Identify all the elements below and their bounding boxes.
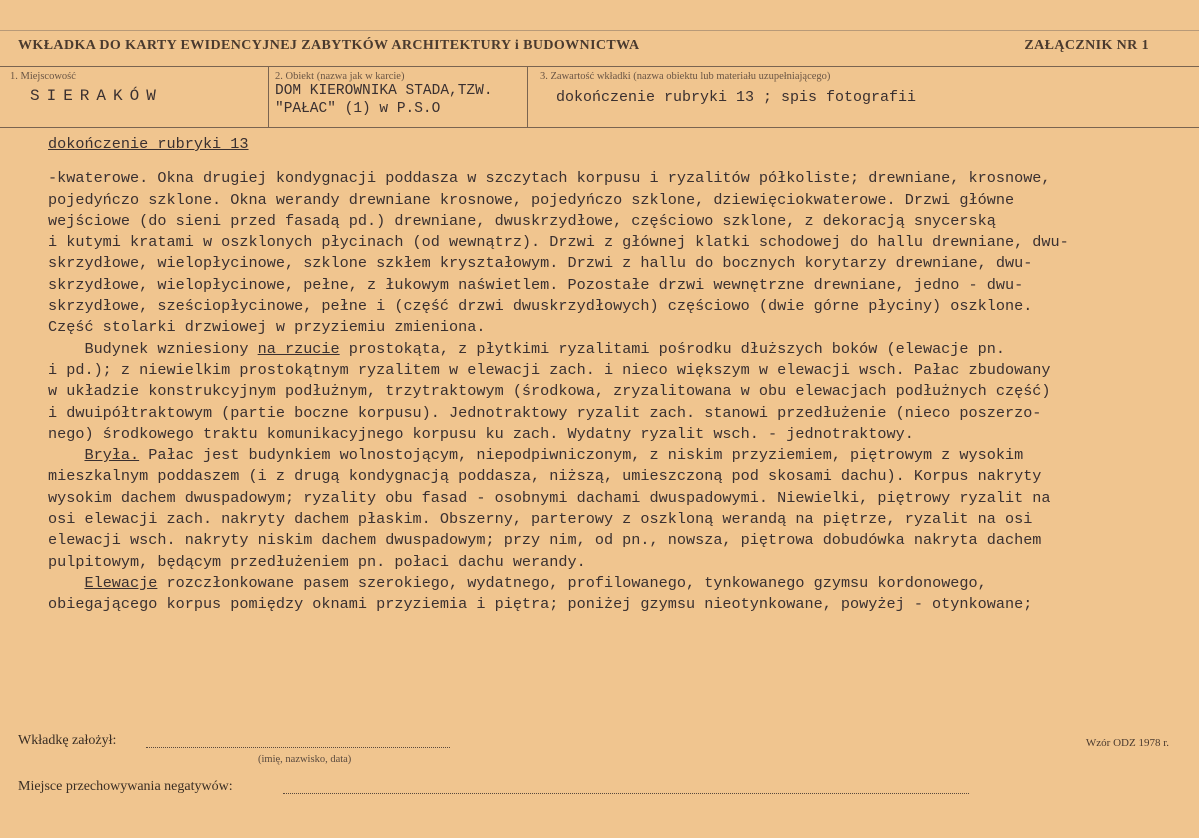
heading-facades: Elewacje: [84, 573, 158, 592]
created-by-note: (imię, nazwisko, data): [258, 754, 352, 765]
form-title: WKŁADKA DO KARTY EWIDENCYJNEJ ZABYTKÓW ARCHITEKTURY i BUDOWNICTWA: [18, 38, 640, 53]
field-object-value: DOM KIEROWNIKA STADA,TZW. "PAŁAC" (1) w P.S.O: [275, 83, 493, 117]
text-line: nego) środkowego traktu komunikacyjnego korpusu ku zach. Wydatny ryzalit wsch. - jednotraktowy.: [48, 424, 914, 443]
field-location-label: 1. Miejscowość: [10, 71, 76, 82]
text-line: i pd.); z niewielkim prostokątnym ryzalitem w elewacji zach. i nieco większym w elewacji wsch. Pałac zbudowany: [48, 360, 1051, 379]
created-by-line: [146, 747, 450, 748]
text-line: obiegającego korpus pomiędzy oknami przyziemia i piętra; poniżej gzymsu nieotynkowane, powyżej - otynkowane;: [48, 595, 1033, 614]
field-content-label: 3. Zawartość wkładki (nazwa obiektu lub materiału uzupełniającego): [540, 71, 831, 82]
heading-mass: Bryła.: [84, 446, 140, 465]
created-by-label: Wkładkę założył:: [18, 733, 117, 748]
text-line: w układzie konstrukcyjnym podłużnym, trzytraktowym (środkowa, zryzalitowana w obu elewacjach podłużnych część): [48, 382, 1051, 401]
text-line: skrzydłowe, sześciopłycinowe, pełne i (część drzwi dwuskrzydłowych) częściowo (dwie górne płyciny) oszklone.: [48, 297, 1033, 316]
text-line: i kutymi kratami w oszklonych płycinach (od wewnątrz). Drzwi z głównej klatki schodowej do hallu drewniane, dwu-: [48, 233, 1069, 252]
negatives-storage-label: Miejsce przechowywania negatywów:: [18, 779, 233, 794]
field-object: [268, 67, 527, 127]
field-content-value: dokończenie rubryki 13 ; spis fotografii: [556, 89, 917, 106]
negatives-storage-line: [283, 793, 969, 794]
header-fields: [0, 66, 1199, 128]
section-title: dokończenie rubryki 13: [48, 135, 249, 153]
text-line: skrzydłowe, wielopłycinowe, pełne, z łukowym naświetlem. Pozostałe drzwi wewnętrzne drewniane, jedno - dwu-: [48, 275, 1024, 294]
text-line: skrzydłowe, wielopłycinowe, szklone szkłem kryształowym. Drzwi z hallu do bocznych korytarzy drewniane, dwu-: [48, 254, 1033, 273]
paragraph-facades-first-line: Elewacje rozczłonkowane pasem szerokiego, wydatnego, profilowanego, tynkowanego gzymsu kordonowego,: [84, 573, 987, 592]
paragraph-plan-first-line: Budynek wzniesiony na rzucie prostokąta, z płytkimi ryzalitami pośrodku dłuższych boków (elewacje pn.: [48, 339, 1005, 358]
field-object-label: 2. Obiekt (nazwa jak w karcie): [275, 71, 405, 82]
field-location-value: SIERAKÓW: [30, 87, 163, 105]
annex-number: ZAŁĄCZNIK NR 1: [1024, 38, 1149, 53]
text-line: i dwuipółtraktowym (partie boczne korpusu). Jednotraktowy ryzalit zach. stanowi przedłużenie (nieco poszerzo-: [48, 403, 1042, 422]
text-line: mieszkalnym poddaszem (i z drugą kondygnacją poddasza, niższą, umieszczoną pod skosami dachu). Korpus nakryty: [48, 467, 1042, 486]
field-content: [527, 67, 1199, 127]
text-line: wejściowe (do sieni przed fasadą pd.) drewniane, dwuskrzydłowe, częściowo szklone, z dekoracją snycerską: [48, 211, 996, 230]
text-line: wysokim dachem dwuspadowym; ryzality obu fasad - osobnymi dachami dwuspadowymi. Niewielki, piętrowy ryzalit na: [48, 488, 1051, 507]
text-line: -kwaterowe. Okna drugiej kondygnacji poddasza w szczytach korpusu i ryzalitów półkoliste; drewniane, krosnowe,: [48, 169, 1051, 188]
text-line: pulpitowym, będącym przedłużeniem pn. połaci dachu werandy.: [48, 552, 586, 571]
typed-text: [48, 134, 1168, 616]
text-line: osi elewacji zach. nakryty dachem płaskim. Obszerny, parterowy z oszkloną werandą na piętrze, ryzalit na osi: [48, 510, 1033, 529]
text-line: elewacji wsch. nakryty niskim dachem dwuspadowym; przy nim, od pn., nowsza, piętrowa dobudówka nakryta dachem: [48, 531, 1042, 550]
text-line: pojedyńczo szklone. Okna werandy drewniane krosnowe, pojedyńczo szklone, dziewięciokwaterowe. Drzwi główne: [48, 190, 1015, 209]
field-location: [0, 67, 268, 127]
paragraph-mass-first-line: Bryła. Pałac jest budynkiem wolnostojącym, niepodpiwniczonym, z niskim przyziemiem, piętrowym z wysokim: [84, 446, 1024, 465]
text-line: Część stolarki drzwiowej w przyziemiu zmieniona.: [48, 318, 486, 337]
form-pattern: Wzór ODZ 1978 r.: [1085, 737, 1169, 749]
heading-plan: na rzucie: [257, 339, 340, 358]
